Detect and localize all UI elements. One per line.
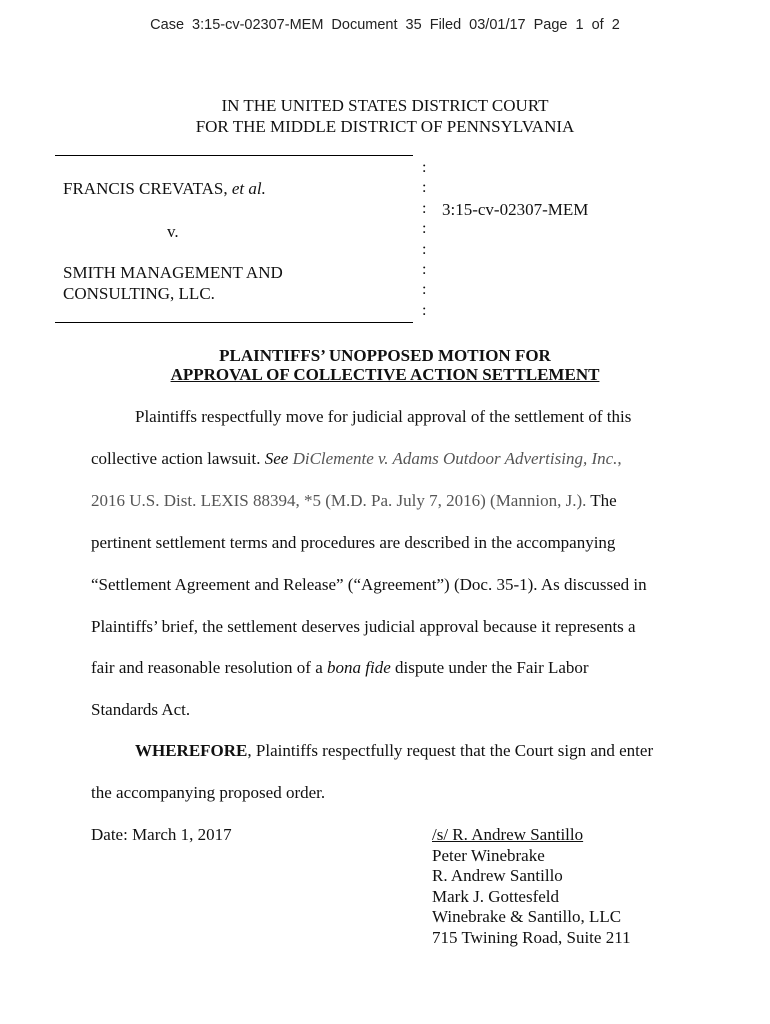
body-line-6: Plaintiffs’ brief, the settlement deserves judicial approval because it represents a [91, 617, 636, 636]
signal-see: See [264, 449, 289, 468]
body-text: , Plaintiffs respectfully request that the Court sign and enter [247, 741, 654, 760]
defendant-line-2: CONSULTING, LLC. [63, 284, 215, 303]
colon: : [422, 199, 427, 217]
motion-title-line-1: PLAINTIFFS’ UNOPPOSED MOTION FOR [219, 346, 551, 365]
body-line-5: “Settlement Agreement and Release” (“Agreement”) (Doc. 35-1). As discussed in [91, 575, 647, 594]
defendant-party [63, 262, 283, 304]
court-line-2: FOR THE MIDDLE DISTRICT OF PENNSYLVANIA [195, 117, 575, 136]
wherefore-bold: WHEREFORE [135, 741, 248, 760]
court-line-1: IN THE UNITED STATES DISTRICT COURT [221, 96, 549, 115]
defendant-line-1: SMITH MANAGEMENT AND [63, 263, 283, 282]
court-heading [0, 95, 770, 137]
signature-line: Peter Winebrake [432, 845, 545, 865]
electronic-signature: /s/ R. Andrew Santillo [432, 825, 584, 844]
plaintiff-party [63, 178, 266, 199]
versus: v. [167, 222, 179, 241]
body-line-10: the accompanying proposed order. [91, 783, 326, 802]
colon: : [422, 220, 427, 238]
caption-colons [422, 158, 426, 321]
motion-title-line-2: APPROVAL OF COLLECTIVE ACTION SETTLEMENT [170, 365, 600, 384]
colon: : [422, 159, 427, 176]
body-text: , [617, 449, 622, 468]
bona-fide-italic: bona fide [327, 658, 391, 677]
body-text: The [586, 491, 617, 510]
colon: : [422, 179, 427, 197]
case-citation-link[interactable]: DiClemente v. Adams Outdoor Advertising, Inc. [292, 449, 618, 468]
body-text: dispute under the Fair Labor [390, 658, 589, 677]
plaintiff-name: FRANCIS CREVATAS, [63, 179, 228, 198]
signature-block [432, 825, 631, 948]
body-line-4: pertinent settlement terms and procedures are described in the accompanying [91, 533, 616, 552]
motion-title [0, 346, 770, 384]
body-line-7 [91, 658, 589, 678]
body-text: fair and reasonable resolution of a [91, 658, 328, 677]
body-line-9 [135, 741, 653, 761]
citation-reporter-link[interactable]: 2016 U.S. Dist. LEXIS 88394, *5 (M.D. Pa. July 7, 2016) (Mannion, J.). [91, 491, 587, 510]
body-line-2 [91, 449, 622, 469]
body-line-3 [91, 491, 617, 511]
caption-top-rule [55, 155, 413, 156]
body-text: collective action lawsuit. [91, 449, 265, 468]
date-line: Date: March 1, 2017 [91, 825, 232, 844]
colon: : [422, 281, 427, 299]
colon: : [422, 240, 427, 258]
case-number: 3:15-cv-02307-MEM [442, 200, 589, 219]
colon: : [422, 261, 427, 279]
page-header: Case 3:15-cv-02307-MEM Document 35 Filed 03/01/17 Page 1 of 2 [150, 17, 620, 33]
plaintiff-etal: et al. [231, 179, 266, 198]
body-line-1: Plaintiffs respectfully move for judicial approval of the settlement of this [135, 407, 632, 426]
caption-bottom-rule [55, 322, 413, 323]
signature-line: Winebrake & Santillo, LLC [432, 907, 622, 926]
signature-line: 715 Twining Road, Suite 211 [432, 927, 631, 947]
body-line-8: Standards Act. [91, 700, 191, 719]
colon: : [422, 301, 427, 319]
signature-line: Mark J. Gottesfeld [432, 886, 560, 906]
signature-line: R. Andrew Santillo [432, 866, 563, 885]
